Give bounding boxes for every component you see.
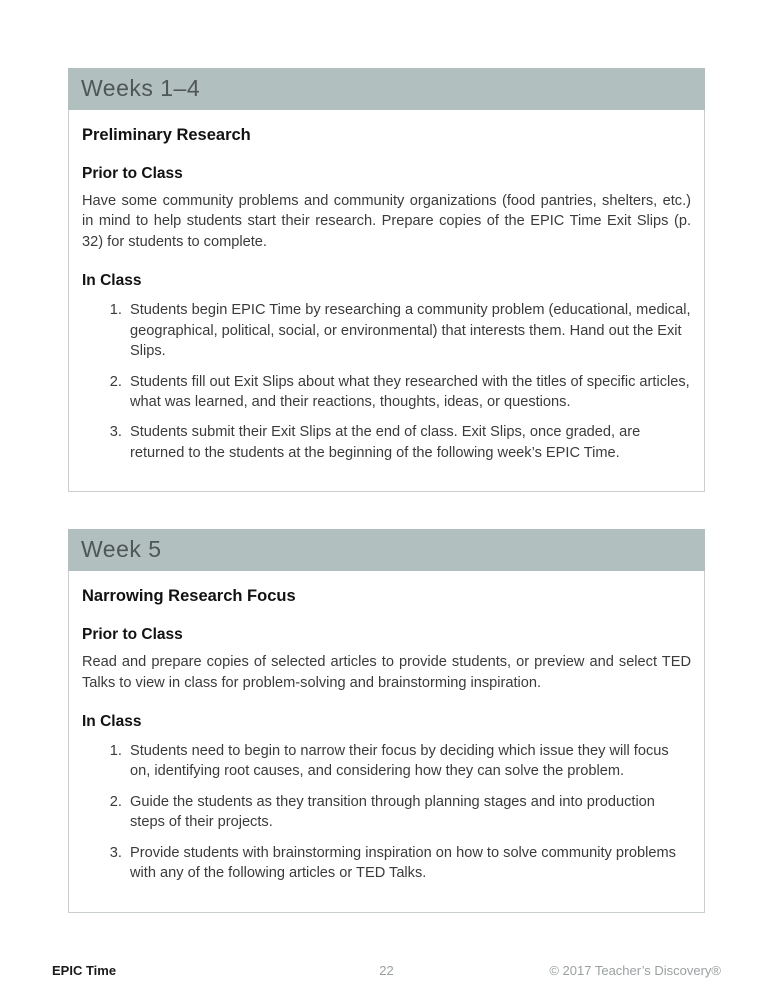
list-item: 3. Students submit their Exit Slips at the end of class. Exit Slips, once graded, are returned to the students at the beginning of the following week’s EPIC Time. <box>126 422 691 463</box>
prior-to-class-heading: Prior to Class <box>82 626 183 644</box>
page-number: 22 <box>379 963 394 978</box>
section-header-bar <box>68 68 705 110</box>
section-body <box>68 110 705 492</box>
list-item: 3. Provide students with brainstorming inspiration on how to solve community problems with any of the following articles or TED Talks. <box>126 843 691 884</box>
list-item: 1. Students need to begin to narrow their focus by deciding which issue they will focus on, identifying root causes, and considering how they can solve the problem. <box>126 741 691 782</box>
in-class-list <box>82 300 691 463</box>
section-title: Narrowing Research Focus <box>82 587 296 606</box>
prior-to-class-text: Have some community problems and community organizations (food pantries, shelters, etc.) in mind to help students start their research. Prepare copies of the EPIC Time Exit Slips (p. 32) for students to complete. <box>82 193 691 250</box>
footer-document-title: EPIC Time <box>52 963 117 978</box>
section-weeks-1-4 <box>68 68 705 492</box>
in-class-heading: In Class <box>82 272 142 290</box>
list-item: 2. Guide the students as they transition through planning stages and into production steps of their projects. <box>126 792 691 833</box>
prior-to-class-heading: Prior to Class <box>82 165 183 182</box>
copyright-text: © 2017 Teacher’s Discovery® <box>549 963 721 978</box>
section-body <box>68 571 705 912</box>
in-class-list <box>82 741 691 884</box>
section-title: Preliminary Research <box>82 126 251 144</box>
section-header-bar <box>68 529 705 571</box>
in-class-heading: In Class <box>82 713 142 731</box>
section-week-5 <box>68 529 705 912</box>
page-footer <box>52 963 721 978</box>
section-header-title: Week 5 <box>81 536 162 563</box>
list-item: 2. Students fill out Exit Slips about what they researched with the titles of specific articles, what was learned, and their reactions, thoughts, ideas, or questions. <box>126 372 691 413</box>
section-header-title: Weeks 1–4 <box>81 75 201 101</box>
prior-to-class-text: Read and prepare copies of selected articles to provide students, or preview and select TED Talks to view in class for problem-solving and brainstorming inspiration. <box>82 654 691 691</box>
list-item: 1. Students begin EPIC Time by researching a community problem (educational, medical, geographical, political, social, or environmental) that interests them. Hand out the Exit Slips. <box>126 300 691 361</box>
